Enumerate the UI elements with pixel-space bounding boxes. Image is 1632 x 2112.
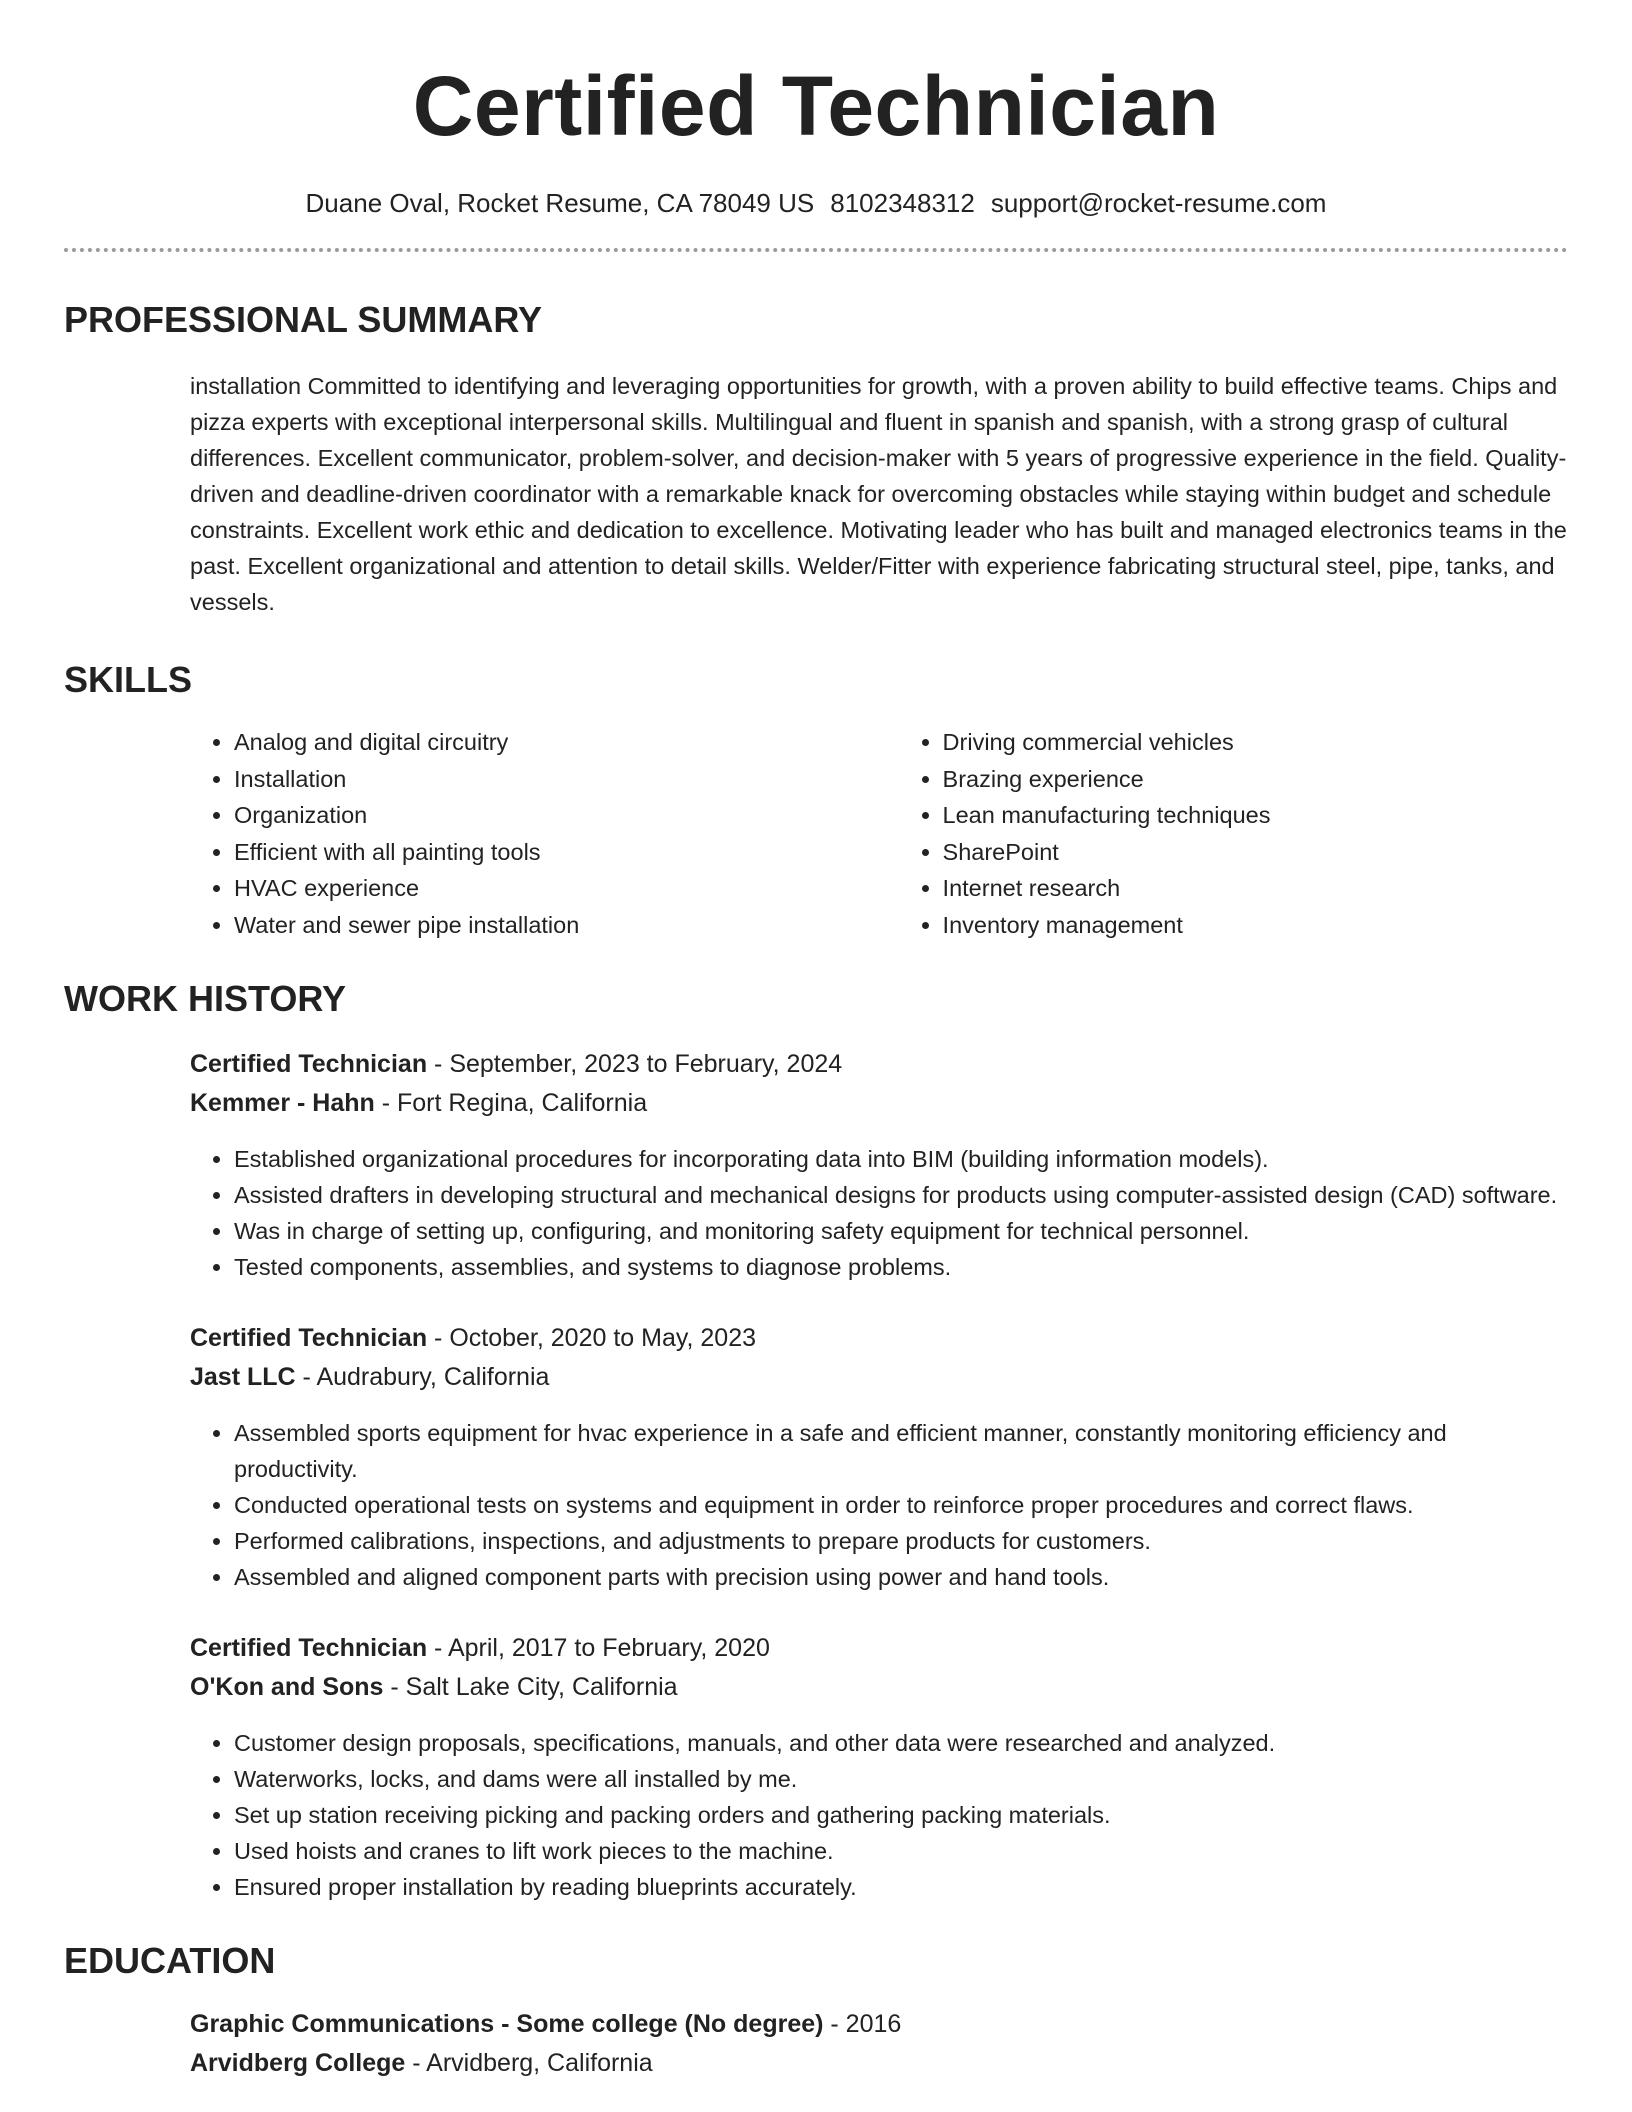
job-bullet: • Performed calibrations, inspections, and adjustments to prepare products for customers. (234, 1523, 1568, 1559)
summary-text: installation Committed to identifying and leveraging opportunities for growth, with a proven ability to build effective teams. Chips and pizza experts with exceptional interpersonal skills. Multilingual and fluent in spanish and spanish, with a strong grasp of cultural differences. Excellent communicator, problem-solver, and decision-maker with 5 years of progressive experience in the field. Quality-driven and deadline-driven coordinator with a remarkable knack for overcoming obstacles while staying within budget and schedule constraints. Excellent work ethic and dedication to excellence. Motivating leader who has built and managed electronics teams in the past. Excellent organizational and attention to detail skills. Welder/Fitter with experience fabricating structural steel, pipe, tanks, and vessels. (190, 373, 1567, 615)
education-year: - 2016 (830, 2010, 902, 2038)
section-title-summary: PROFESSIONAL SUMMARY (64, 299, 543, 340)
resume-page (64, 0, 1568, 2083)
skills-list (190, 724, 1568, 943)
education-degree: Graphic Communications - Some college (No degree) (190, 2010, 824, 2038)
job-bullet: • Conducted operational tests on systems and equipment in order to reinforce proper procedures and correct flaws. (234, 1487, 1568, 1523)
skill-item: • Water and sewer pipe installation (234, 907, 899, 944)
job-entry (190, 1045, 1568, 1285)
job-bullets (190, 1141, 1568, 1285)
contact-phone: 8102348312 (830, 188, 975, 218)
skill-item: • HVAC experience (234, 870, 899, 907)
job-bullet: • Waterworks, locks, and dams were all installed by me. (234, 1761, 1568, 1797)
job-bullets (190, 1725, 1568, 1905)
skill-item: • SharePoint (943, 834, 1568, 871)
education-location: - Arvidberg, California (412, 2049, 653, 2077)
job-company-line (190, 1084, 1568, 1123)
job-title-line (190, 1045, 1568, 1084)
job-location: - Salt Lake City, California (390, 1673, 678, 1701)
skill-item: • Brazing experience (943, 761, 1568, 798)
job-company: Jast LLC (190, 1363, 296, 1391)
header-divider (64, 248, 1568, 252)
skill-item: • Driving commercial vehicles (943, 724, 1568, 761)
job-company: O'Kon and Sons (190, 1673, 384, 1701)
skills-column-left (190, 724, 899, 943)
education-school: Arvidberg College (190, 2049, 406, 2077)
job-bullet: • Assembled sports equipment for hvac experience in a safe and efficient manner, constantly monitoring efficiency and productivity. (234, 1415, 1568, 1487)
job-entry (190, 1319, 1568, 1595)
job-company: Kemmer - Hahn (190, 1089, 375, 1117)
job-bullets (190, 1415, 1568, 1595)
job-entry (190, 1629, 1568, 1905)
job-bullet: • Established organizational procedures for incorporating data into BIM (building information models). (234, 1141, 1568, 1177)
section-title-education: EDUCATION (64, 1940, 276, 1981)
job-role: Certified Technician (190, 1050, 428, 1078)
job-bullet: • Ensured proper installation by reading blueprints accurately. (234, 1869, 1568, 1905)
job-role: Certified Technician (190, 1324, 428, 1352)
contact-address: Duane Oval, Rocket Resume, CA 78049 US (305, 188, 815, 218)
job-bullet: • Assembled and aligned component parts with precision using power and hand tools. (234, 1559, 1568, 1595)
job-location: - Fort Regina, California (381, 1089, 648, 1117)
skill-item: • Analog and digital circuitry (234, 724, 899, 761)
job-dates: - April, 2017 to February, 2020 (434, 1634, 770, 1662)
job-company-line (190, 1358, 1568, 1397)
skill-item: • Lean manufacturing techniques (943, 797, 1568, 834)
skill-item: • Inventory management (943, 907, 1568, 944)
skill-item: • Organization (234, 797, 899, 834)
contact-email: support@rocket-resume.com (990, 188, 1327, 218)
job-bullet: • Was in charge of setting up, configuring, and monitoring safety equipment for technical personnel. (234, 1213, 1568, 1249)
education-school-line (190, 2044, 1568, 2083)
job-bullet: • Used hoists and cranes to lift work pieces to the machine. (234, 1833, 1568, 1869)
education-degree-line (190, 2005, 1568, 2044)
job-dates: - September, 2023 to February, 2024 (434, 1050, 843, 1078)
job-location: - Audrabury, California (302, 1363, 550, 1391)
skill-item: • Efficient with all painting tools (234, 834, 899, 871)
job-title-line (190, 1319, 1568, 1358)
job-title-line (190, 1629, 1568, 1668)
section-title-work-history: WORK HISTORY (64, 978, 347, 1019)
education-entry (190, 2005, 1568, 2083)
job-bullet: • Customer design proposals, specifications, manuals, and other data were researched and analyzed. (234, 1725, 1568, 1761)
job-dates: - October, 2020 to May, 2023 (434, 1324, 756, 1352)
resume-name: Certified Technician (412, 59, 1220, 153)
skill-item: • Internet research (943, 870, 1568, 907)
job-role: Certified Technician (190, 1634, 428, 1662)
contact-line (64, 186, 1568, 220)
job-company-line (190, 1668, 1568, 1707)
job-bullet: • Assisted drafters in developing structural and mechanical designs for products using computer-assisted design (CAD) software. (234, 1177, 1568, 1213)
section-title-skills: SKILLS (64, 659, 193, 700)
skill-item: • Installation (234, 761, 899, 798)
job-bullet: • Tested components, assemblies, and systems to diagnose problems. (234, 1249, 1568, 1285)
skills-column-right (899, 724, 1568, 943)
job-bullet: • Set up station receiving picking and packing orders and gathering packing materials. (234, 1797, 1568, 1833)
